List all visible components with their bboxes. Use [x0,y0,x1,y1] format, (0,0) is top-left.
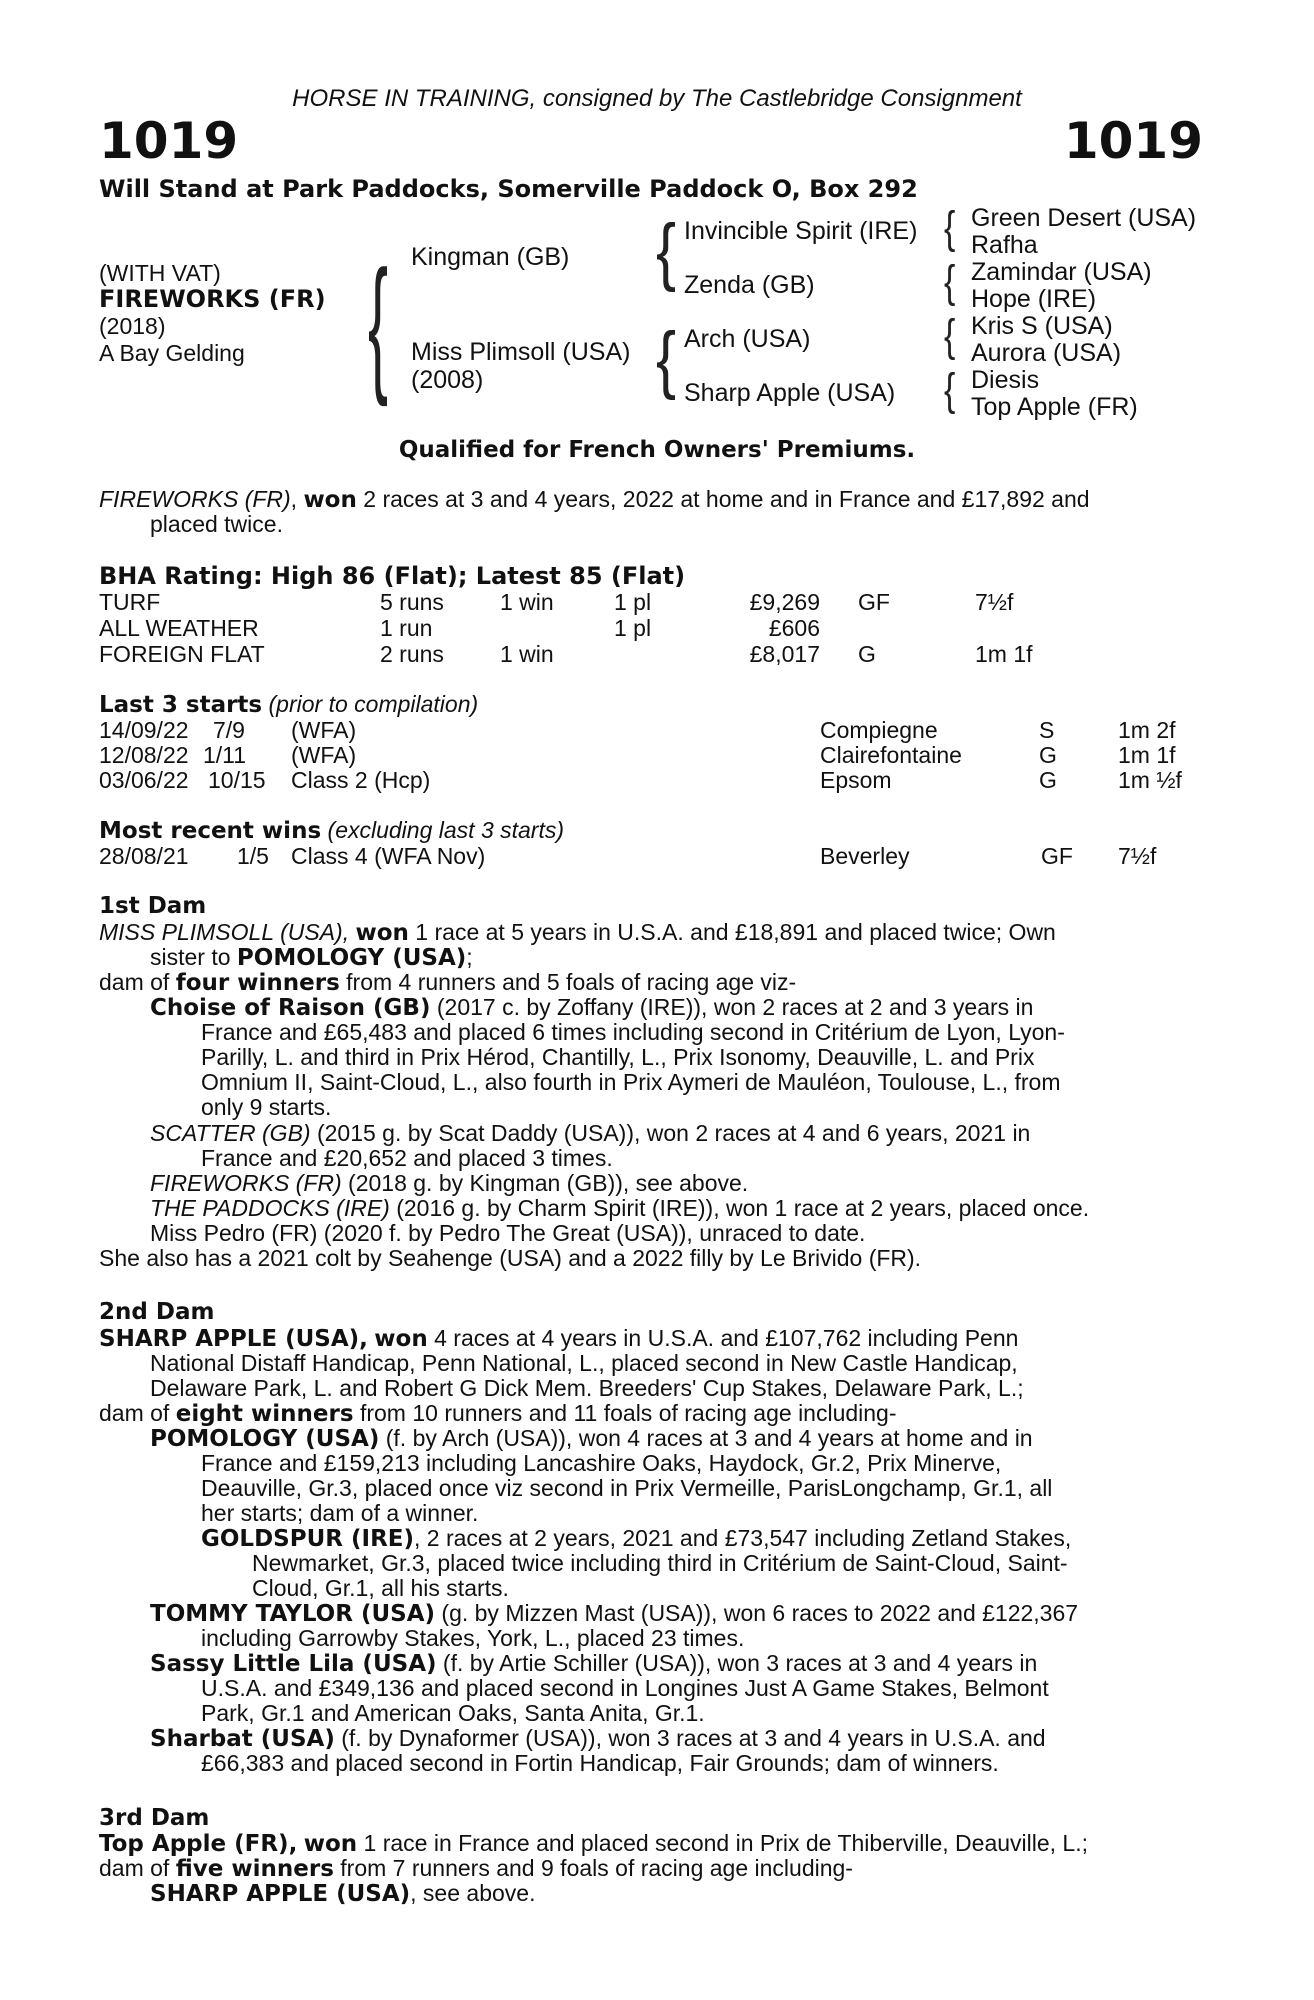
foal-sassy-little-lila [150,1651,1037,1677]
second-dam-line3: Delaware Park, L. and Robert G Dick Mem. Breeders' Cup Stakes, Delaware Park, L.; [150,1375,1024,1401]
dam2-won: won [374,1326,428,1352]
foal-sharbat [150,1726,1046,1752]
bha-runs: 5 runs [380,589,444,615]
dam1-sister-end: ; [466,944,473,970]
qualified-note: Qualified for French Owners' Premiums. [398,437,916,463]
vat-note: (WITH VAT) [99,260,221,286]
horse-description: A Bay Gelding [99,340,245,366]
lot-number-left: 1019 [99,112,239,170]
foal-name: SCATTER (GB) [150,1120,311,1146]
win-distance: 7½f [1118,843,1157,869]
last3-title [99,692,478,718]
foal-text-line: only 9 starts. [201,1094,332,1120]
first-dam-line1 [99,920,1205,946]
dam2-name: SHARP APPLE (USA), [99,1326,368,1352]
first-dam-heading: 1st Dam [99,893,207,919]
second-dam-line1 [99,1326,1018,1352]
dam3-won: won [303,1831,358,1857]
bha-going: GF [858,589,890,615]
bha-runs: 1 run [380,615,433,641]
pedigree-sss: Green Desert (USA) [971,204,1197,232]
bha-places: 1 pl [614,615,652,641]
pedigree-ddd: Top Apple (FR) [971,393,1138,421]
foal-fireworks [150,1171,748,1196]
race-summary-line1: FIREWORKS (FR), won 2 races at 3 and 4 years, 2022 at home and in France and £17,892 and [99,486,1090,513]
win-position: 1/5 [237,843,269,869]
foal-text-line: France and £65,483 and placed 6 times including second in Critérium de Lyon, Lyon- [201,1019,1065,1045]
start-race: (WFA) [291,742,357,768]
second-dam-line2: National Distaff Handicap, Penn National, L., placed second in New Castle Handicap, [150,1350,1018,1376]
bha-prize: £606 [768,615,820,641]
pedigree-brace-ss: { [944,203,956,253]
foal-text: (2016 g. by Charm Spirit (IRE)), won 1 race at 2 years, placed once. [389,1195,1090,1221]
dam1-sister-name: POMOLOGY (USA) [236,945,467,971]
dam1-also-has: She also has a 2021 colt by Seahenge (USA) and a 2022 filly by Le Brivido (FR). [99,1245,922,1271]
dam1-name: MISS PLIMSOLL (USA), [99,919,350,945]
start-position: 7/9 [213,717,245,743]
bha-wins: 1 win [500,589,554,615]
pedigree-brace-sire: { [656,209,677,293]
dam3-foal-text: , see above. [410,1880,536,1906]
foal-text: (2017 c. by Zoffany (IRE)), won 2 races at 2 and 3 years in [430,994,1034,1020]
foal-text-line: Newmarket, Gr.3, placed twice including third in Critérium de Saint-Cloud, Saint- [252,1550,1068,1576]
bha-wins: 1 win [500,641,554,667]
pedigree-brace-dd: { [944,365,956,415]
foal-name: Choise of Raison (GB) [150,995,431,1021]
dam1-rest: 1 race at 5 years in U.S.A. and £18,891 and placed twice; Own [408,919,1056,945]
bha-distance: 7½f [975,589,1014,615]
last3-title-text: Last 3 starts [99,692,263,718]
pedigree-dam-dam: Sharp Apple (USA) [684,379,896,407]
start-course: Clairefontaine [820,742,962,768]
third-dam-heading: 3rd Dam [99,1805,210,1831]
dam3-name: Top Apple (FR), [99,1831,298,1857]
dam2-damof: dam of [99,1400,176,1426]
bha-going: G [858,641,876,667]
foal-text-line: including Garrowby Stakes, York, L., placed 23 times. [201,1625,745,1651]
foal-text-line: Omnium II, Saint-Cloud, L., also fourth in Prix Aymeri de Mauléon, Toulouse, L., from [201,1069,1061,1095]
start-distance: 1m 1f [1118,742,1176,768]
recent-title-text: Most recent wins [99,818,322,844]
foal-text: (f. by Arch (USA)), won 4 races at 3 and 4 years at home and in [379,1425,1033,1451]
pedigree-sire-sire: Invincible Spirit (IRE) [684,217,918,245]
recent-wins-title [99,818,564,844]
dam3-foal-name: SHARP APPLE (USA) [150,1881,411,1907]
dam2-text: 4 races at 4 years in U.S.A. and £107,762 including Penn [427,1325,1019,1351]
win-date: 28/08/21 [99,843,189,869]
foal-miss-pedro: Miss Pedro (FR) (2020 f. by Pedro The Great (USA)), unraced to date. [150,1220,866,1246]
bha-places: 1 pl [614,589,652,615]
foal-text-line: her starts; dam of a winner. [201,1500,479,1526]
horse-name: FIREWORKS (FR) [99,285,326,313]
foal-text-line: France and £20,652 and placed 3 times. [201,1145,613,1171]
bha-surface: TURF [99,589,161,615]
foal-name: Sharbat (USA) [150,1726,335,1752]
foal-pomology [150,1426,1033,1452]
second-dam-line4 [99,1401,897,1427]
first-dam-line2 [150,945,473,971]
pedigree-brace-sd: { [944,257,956,307]
third-dam-line3 [150,1881,535,1907]
consignment-line: HORSE IN TRAINING, consigned by The Castlebridge Consignment [292,85,1022,112]
foal-text-line: Cloud, Gr.1, all his starts. [252,1575,509,1601]
bha-rating-title: BHA Rating: High 86 (Flat); Latest 85 (Flat) [99,562,686,590]
dam1-won: won [355,920,409,946]
start-going: G [1039,767,1057,793]
pedigree-dam-year: (2008) [411,366,484,394]
pedigree-brace-main: { [368,240,389,408]
foal-text: (f. by Artie Schiller (USA)), won 3 races at 3 and 4 years in [436,1650,1038,1676]
stand-location: Will Stand at Park Paddocks, Somerville Paddock O, Box 292 [99,175,918,203]
start-distance: 1m 2f [1118,717,1176,743]
race-summary-line2: placed twice. [150,511,283,537]
bha-prize: £8,017 [749,641,820,667]
pedigree-brace-dam: { [656,317,677,401]
foal-text-line: France and £159,213 including Lancashire Oaks, Haydock, Gr.2, Prix Minerve, [201,1450,1002,1476]
foal-text-line: Park, Gr.1 and American Oaks, Santa Anita, Gr.1. [201,1700,705,1726]
horse-year: (2018) [99,313,166,339]
foal-text-line: U.S.A. and £349,136 and placed second in Longines Just A Game Stakes, Belmont [201,1675,1049,1701]
first-dam-line3 [99,970,796,996]
start-course: Compiegne [820,717,938,743]
lot-number-right: 1019 [1063,112,1203,170]
pedigree-dsd: Aurora (USA) [971,339,1122,367]
pedigree-dss: Kris S (USA) [971,312,1113,340]
win-going: GF [1041,843,1073,869]
foal-text-line: £66,383 and placed second in Fortin Handicap, Fair Grounds; dam of winners. [201,1750,999,1776]
dam2-runners: from 10 runners and 11 foals of racing age including- [353,1400,897,1426]
start-date: 14/09/22 [99,717,189,743]
start-going: S [1039,717,1055,743]
second-dam-heading: 2nd Dam [99,1299,215,1325]
foal-name: THE PADDOCKS (IRE) [150,1195,390,1221]
pedigree-brace-ds: { [944,311,956,361]
pedigree-dds: Diesis [971,366,1040,394]
recent-note: (excluding last 3 starts) [321,817,565,843]
last3-note: (prior to compilation) [262,691,479,717]
pedigree-sdd: Hope (IRE) [971,285,1097,313]
dam3-winners: five winners [175,1856,334,1882]
pedigree-ssd: Rafha [971,231,1038,259]
dam3-damof: dam of [99,1855,176,1881]
start-position: 10/15 [208,767,266,793]
start-distance: 1m ½f [1118,767,1182,793]
foal-name: FIREWORKS (FR) [150,1170,342,1196]
foal-name: POMOLOGY (USA) [150,1426,380,1452]
start-position: 1/11 [203,742,247,768]
dam1-runners: from 4 runners and 5 foals of racing age viz- [339,969,797,995]
third-dam-line1 [99,1831,1088,1857]
summary-text1: 2 races at 3 and 4 years, 2022 at home and in France and £17,892 and [356,486,1090,512]
foal-text: (2018 g. by Kingman (GB)), see above. [341,1170,749,1196]
summary-won: won [303,487,357,513]
bha-runs: 2 runs [380,641,444,667]
foal-the-paddocks [150,1196,1089,1221]
foal-choise-of-raison [150,995,1033,1021]
start-course: Epsom [820,767,892,793]
foal-text: , 2 races at 2 years, 2021 and £73,547 including Zetland Stakes, [414,1525,1072,1551]
bha-prize: £9,269 [749,589,820,615]
foal-goldspur [201,1526,1071,1552]
bha-surface: ALL WEATHER [99,615,259,641]
pedigree-dam: Miss Plimsoll (USA) [411,338,631,366]
foal-name: Sassy Little Lila (USA) [150,1651,437,1677]
foal-text: (2015 g. by Scat Daddy (USA)), won 2 races at 4 and 6 years, 2021 in [310,1120,1031,1146]
foal-text-line: Parilly, L. and third in Prix Hérod, Chantilly, L., Prix Isonomy, Deauville, L. and Prix [201,1044,1035,1070]
summary-horse-name: FIREWORKS (FR) [99,486,291,512]
foal-text: (g. by Mizzen Mast (USA)), won 6 races to 2022 and £122,367 [435,1600,1079,1626]
dam3-runners: from 7 runners and 9 foals of racing age including- [333,1855,853,1881]
start-race: Class 2 (Hcp) [291,767,431,793]
dam2-winners: eight winners [175,1401,354,1427]
start-date: 12/08/22 [99,742,189,768]
win-course: Beverley [820,843,910,869]
start-going: G [1039,742,1057,768]
third-dam-line2 [99,1856,853,1882]
win-race: Class 4 (WFA Nov) [291,843,486,869]
bha-distance: 1m 1f [975,641,1033,667]
dam1-sister: sister to [150,944,237,970]
pedigree-sire: Kingman (GB) [411,243,570,271]
foal-name: TOMMY TAYLOR (USA) [150,1601,436,1627]
foal-text: (f. by Dynaformer (USA)), won 3 races at 3 and 4 years in U.S.A. and [334,1725,1046,1751]
pedigree-dam-sire: Arch (USA) [684,325,811,353]
dam1-winners: four winners [175,970,340,996]
bha-surface: FOREIGN FLAT [99,641,265,667]
start-date: 03/06/22 [99,767,189,793]
foal-tommy-taylor [150,1601,1078,1627]
dam1-damof: dam of [99,969,176,995]
foal-text-line: Deauville, Gr.3, placed once viz second in Prix Vermeille, ParisLongchamp, Gr.1, all [201,1475,1053,1501]
foal-name: GOLDSPUR (IRE) [201,1526,414,1552]
dam3-text: 1 race in France and placed second in Prix de Thiberville, Deauville, L.; [357,1830,1088,1856]
start-race: (WFA) [291,717,357,743]
pedigree-sds: Zamindar (USA) [971,258,1152,286]
foal-scatter [150,1121,1030,1146]
pedigree-sire-dam: Zenda (GB) [684,271,815,299]
